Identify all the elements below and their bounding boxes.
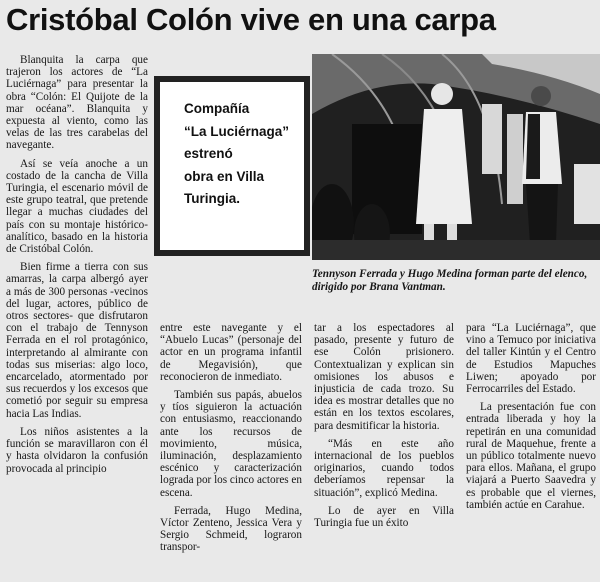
- paragraph: entre este navegante y el “Abuelo Lucas” (personaje del actor en un programa infantil de Megavisión), que reconocieron de inmediato.: [160, 322, 302, 383]
- callout-line: “La Luciérnaga”: [184, 123, 290, 139]
- article-column-2: [160, 322, 302, 554]
- paragraph: Ferrada, Hugo Medina, Víctor Zenteno, Jessica Vera y Sergio Schmeid, lograron transpor-: [160, 504, 302, 554]
- article-column-1: [6, 54, 148, 475]
- callout-line: obra en Villa: [184, 168, 265, 184]
- article-column-3: [314, 322, 454, 529]
- paragraph: Lo de ayer en Villa Turingia fue un éxito: [314, 504, 454, 530]
- paragraph: tar a los espectadores al pasado, presente y futuro de ese Colón prisionero. Contextualizan y explican sin omisiones los abusos e injusticia de cada trozo. Su idea es mostrar detalles que no están en los textos escolares, para desmitificar la historia.: [314, 322, 454, 432]
- headline: Cristóbal Colón vive en una carpa: [6, 2, 496, 37]
- photo-illustration: [312, 54, 600, 260]
- callout-line: estrenó: [184, 146, 233, 161]
- paragraph: También sus papás, abuelos y tíos siguieron la actuación con entusiasmo, reaccionando ante los recursos de movimiento, música, iluminación, desplazamiento escénico y caracterización lograda por los cinco actores en escena.: [160, 389, 302, 499]
- paragraph: “Más en este año internacional de los pueblos originarios, cuando todos deberíamos repensar la situación”, explicó Medina.: [314, 437, 454, 499]
- callout-line: Compañía: [184, 101, 250, 116]
- article-column-4: [466, 322, 596, 511]
- callout-box: [154, 76, 310, 256]
- paragraph: Bien firme a tierra con sus amarras, la carpa albergó ayer a más de 300 personas -vecinos del lugar, actores, público de otros sectores- que disfrutaron con el trabajo de Tennyson Ferrada en el rol protagónico, interpretando al almirante con todas sus miserias: algo loco, encarcelado, atormentado por sus recuerdos y los excesos que cometió por seguir su empresa hacia Las Indias.: [6, 261, 148, 420]
- paragraph: Blanquita la carpa que trajeron los actores de “La Luciérnaga” para presentar la obra “Colón: El Quijote de la mar océana”. Blanquita y expuesta al viento, como las velas de las tres carabelas del navegante.: [6, 54, 148, 152]
- stage-photo: [312, 54, 600, 260]
- paragraph: Los niños asistentes a la función se maravillaron con él y hasta olvidaron la confusión provocada al principio: [6, 425, 148, 475]
- callout-line: Turingia.: [184, 191, 240, 206]
- callout-text: [184, 98, 314, 211]
- paragraph: La presentación fue con entrada liberada y hoy la repetirán en una comunidad rural de Maquehue, frente a un público totalmente nuevo para ellos. Mañana, el grupo viajará a Puerto Saavedra y es probable que el viernes, también actúe en Carahue.: [466, 401, 596, 511]
- photo-caption: Tennyson Ferrada y Hugo Medina forman parte del elenco, dirigido por Brana Vantman.: [312, 268, 588, 293]
- paragraph: para “La Luciérnaga”, que vino a Temuco por iniciativa del taller Kintún y el Centro de Estudios Mapuches Liwen; apoyado por Ferrocarriles del Estado.: [466, 322, 596, 396]
- paragraph: Así se veía anoche a un costado de la cancha de Villa Turingia, el escenario móvil de este grupo teatral, que pretende llegar a muchas ciudades del país con su montaje histórico-analítico, basado en la historia de Cristóbal Colón.: [6, 157, 148, 256]
